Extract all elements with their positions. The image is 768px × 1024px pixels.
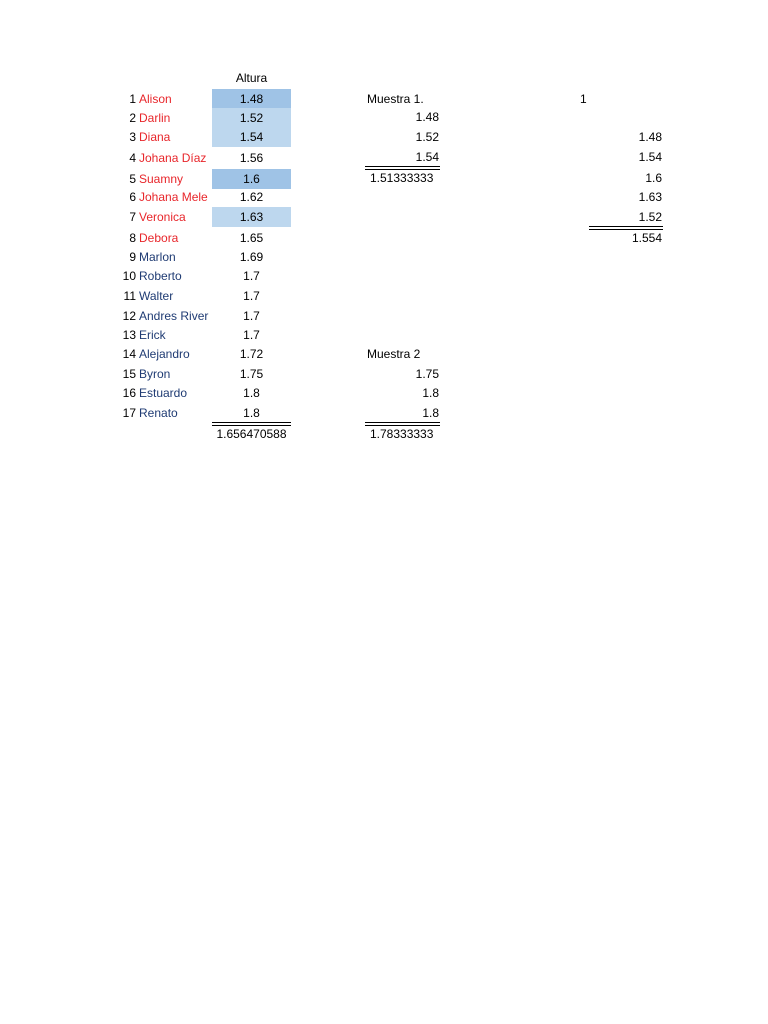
altura-header: Altura xyxy=(235,71,268,85)
altura-value: 1.56 xyxy=(239,151,264,165)
muestra1-value: 1.52 xyxy=(415,130,439,144)
row-number: 1 xyxy=(129,92,136,106)
row-number: 3 xyxy=(129,130,136,144)
altura-value: 1.54 xyxy=(212,127,291,147)
row-number: 4 xyxy=(129,151,136,165)
person-name: Roberto xyxy=(139,269,182,283)
row-number: 9 xyxy=(129,250,136,264)
person-name: Darlin xyxy=(139,111,171,125)
altura-value: 1.62 xyxy=(239,190,264,204)
person-name: Veronica xyxy=(139,210,186,224)
row-number: 7 xyxy=(129,210,136,224)
altura-value: 1.52 xyxy=(212,108,291,128)
person-name: Andres River xyxy=(139,309,209,323)
altura-value: 1.75 xyxy=(239,367,264,381)
person-name: Johana Díaz xyxy=(139,151,207,165)
row-number: 2 xyxy=(129,111,136,125)
muestra1-value: 1.48 xyxy=(415,110,439,124)
row-number: 13 xyxy=(122,328,136,342)
sample3-value: 1.52 xyxy=(638,210,662,224)
person-name: Johana Mele xyxy=(139,190,208,204)
person-name: Alejandro xyxy=(139,347,190,361)
altura-value: 1.65 xyxy=(239,231,264,245)
person-name: Debora xyxy=(139,231,179,245)
muestra2-value: 1.8 xyxy=(422,406,439,420)
row-number: 5 xyxy=(129,172,136,186)
sample3-header: 1 xyxy=(580,92,587,106)
muestra1-label: Muestra 1. xyxy=(367,92,424,106)
muestra1-value: 1.54 xyxy=(415,150,439,164)
person-name: Suamny xyxy=(139,172,184,186)
altura-value: 1.7 xyxy=(243,269,260,283)
altura-value: 1.7 xyxy=(243,289,260,303)
sample3-value: 1.48 xyxy=(638,130,662,144)
sample3-value: 1.54 xyxy=(638,150,662,164)
row-number: 10 xyxy=(122,269,136,283)
row-number: 15 xyxy=(122,367,136,381)
person-name: Byron xyxy=(139,367,171,381)
person-name: Erick xyxy=(139,328,166,342)
altura-value: 1.7 xyxy=(243,328,260,342)
altura-value: 1.69 xyxy=(239,250,264,264)
altura-value: 1.63 xyxy=(212,207,291,227)
altura-value: 1.8 xyxy=(243,406,260,420)
row-number: 6 xyxy=(129,190,136,204)
altura-value: 1.72 xyxy=(239,347,264,361)
altura-mean: 1.656470588 xyxy=(216,427,287,441)
sample3-mean: 1.554 xyxy=(631,231,662,245)
row-number: 12 xyxy=(122,309,136,323)
person-name: Estuardo xyxy=(139,386,188,400)
altura-value: 1.48 xyxy=(212,89,291,109)
row-number: 14 xyxy=(122,347,136,361)
sample3-value: 1.6 xyxy=(645,171,662,185)
muestra2-label: Muestra 2 xyxy=(367,347,421,361)
muestra1-mean: 1.51333333 xyxy=(370,171,434,185)
altura-value: 1.6 xyxy=(212,169,291,189)
muestra2-value: 1.75 xyxy=(415,367,439,381)
person-name: Marlon xyxy=(139,250,176,264)
row-number: 17 xyxy=(122,406,136,420)
altura-value: 1.8 xyxy=(243,386,260,400)
row-number: 11 xyxy=(123,289,136,303)
muestra2-mean: 1.78333333 xyxy=(370,427,434,441)
row-number: 16 xyxy=(122,386,136,400)
person-name: Renato xyxy=(139,406,178,420)
altura-value: 1.7 xyxy=(243,309,260,323)
sample3-value: 1.63 xyxy=(638,190,662,204)
muestra2-value: 1.8 xyxy=(422,386,439,400)
person-name: Alison xyxy=(139,92,172,106)
person-name: Diana xyxy=(139,130,171,144)
row-number: 8 xyxy=(129,231,136,245)
person-name: Walter xyxy=(139,289,174,303)
